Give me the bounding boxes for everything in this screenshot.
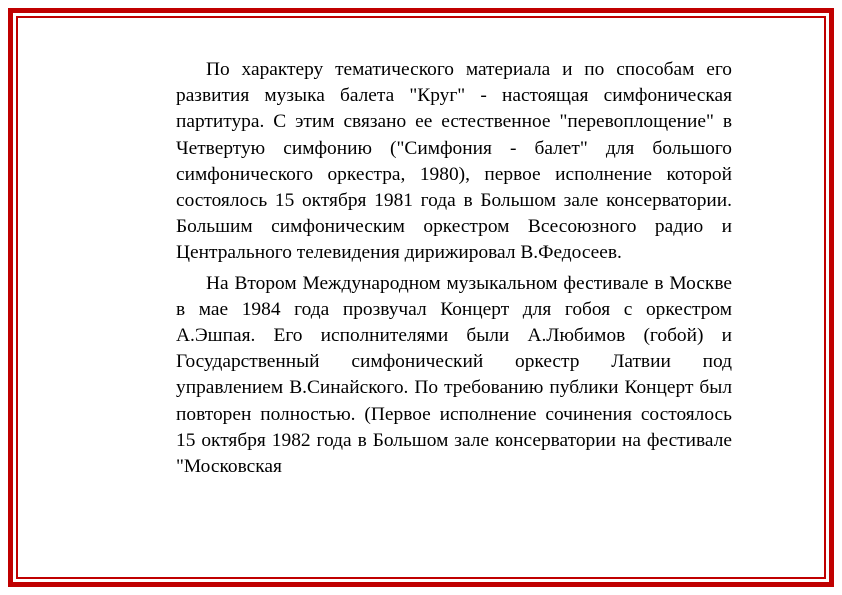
paragraph-oboe-concerto: На Втором Международном музыкальном фестивале в Москве в мае 1984 года прозвучал Концерт для гобоя с оркестром А.Эшпая. Его исполнителями были А.Любимов (гобой) и Государственный симфонический оркестр Латвии под управлением В.Синайского. По требованию публики Концерт был повторен полностью. (Первое исполнение сочинения состоялось 15 октября 1982 года в Большом зале консерватории на фестивале "Московская	[176, 272, 732, 478]
slide-text-body	[176, 57, 732, 484]
paragraph-circle-ballet: По характеру тематического материала и по способам его развития музыка балета "Круг" - настоящая симфоническая партитура. С этим связано ее естественное "перевоплощение" в Четвертую симфонию ("Симфония - балет" для большого симфонического оркестра, 1980), первое исполнение которой состоялось 15 октября 1981 года в Большом зале консерватории. Большим симфоническим оркестром Всесоюзного радио и Центрального телевидения дирижировал В.Федосеев.	[176, 59, 732, 264]
